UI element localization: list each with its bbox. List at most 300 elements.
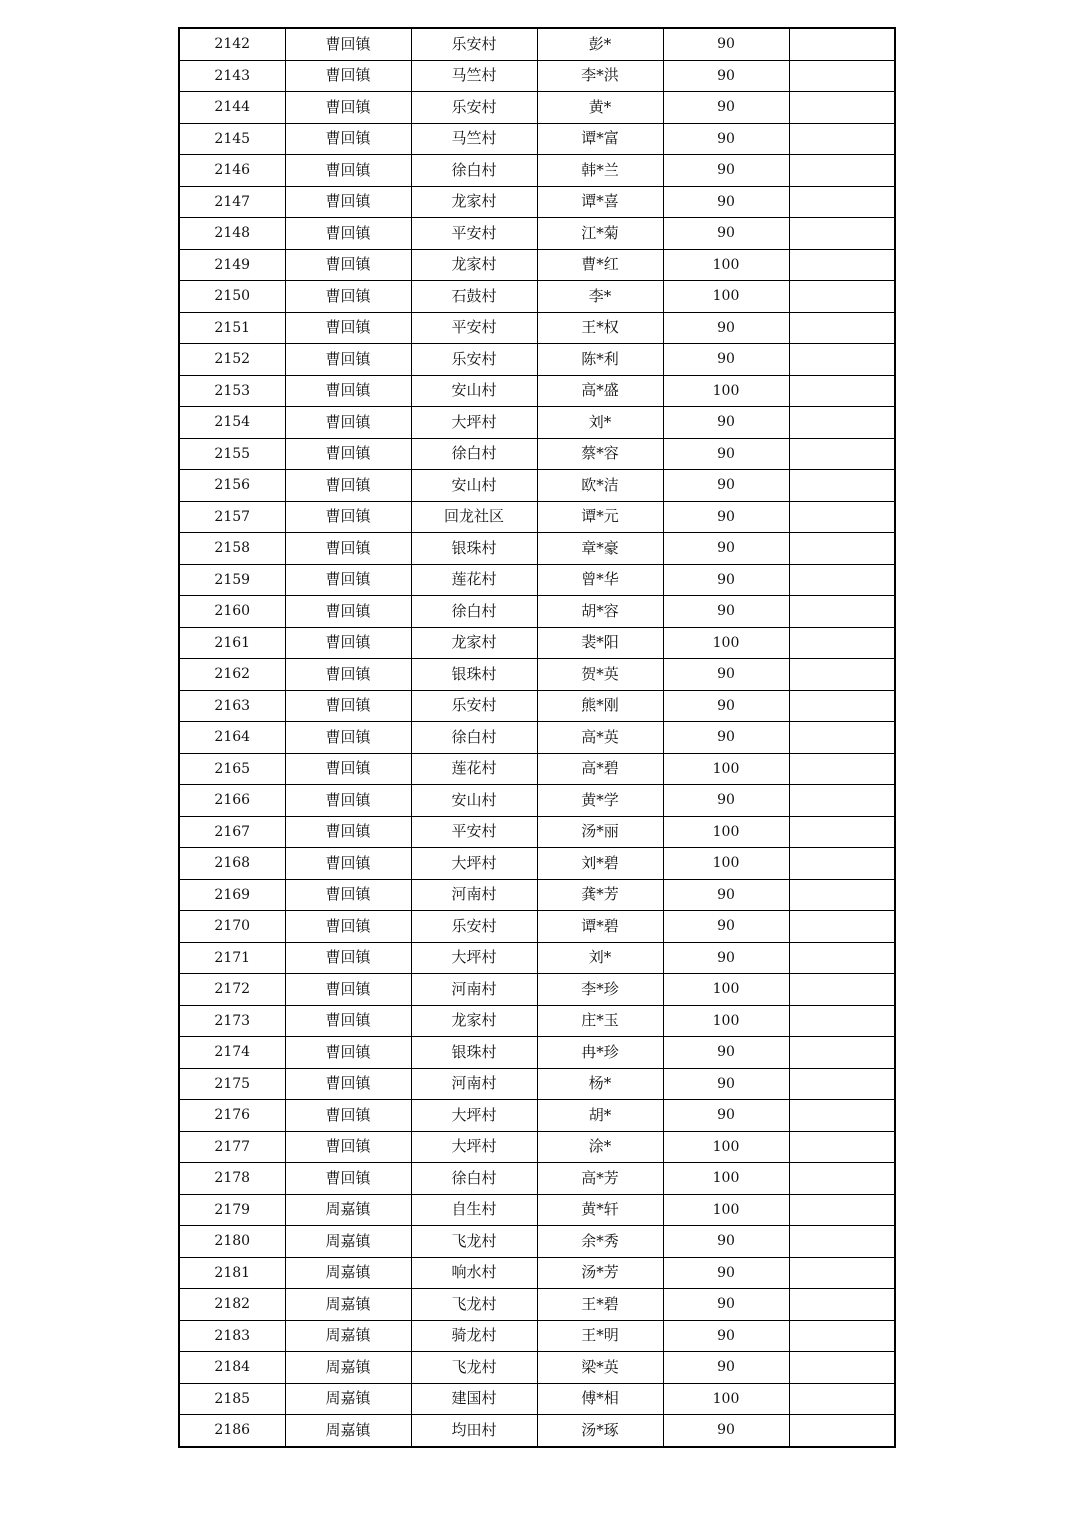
village-cell: 银珠村 <box>411 659 537 691</box>
town-cell: 曹回镇 <box>285 501 411 533</box>
person-name-cell: 曾*华 <box>537 564 663 596</box>
town-cell: 曹回镇 <box>285 1037 411 1069</box>
town-cell: 曹回镇 <box>285 155 411 187</box>
note-cell <box>789 281 895 313</box>
note-cell <box>789 533 895 565</box>
row-number-cell: 2165 <box>179 753 285 785</box>
town-cell: 曹回镇 <box>285 186 411 218</box>
note-cell <box>789 28 895 60</box>
row-number-cell: 2150 <box>179 281 285 313</box>
table-row <box>179 1415 895 1447</box>
person-name-cell: 李*洪 <box>537 60 663 92</box>
table-row <box>179 974 895 1006</box>
amount-cell: 90 <box>663 344 789 376</box>
amount-cell: 90 <box>663 60 789 92</box>
row-number-cell: 2180 <box>179 1226 285 1258</box>
note-cell <box>789 375 895 407</box>
town-cell: 曹回镇 <box>285 942 411 974</box>
amount-cell: 100 <box>663 848 789 880</box>
village-cell: 乐安村 <box>411 28 537 60</box>
row-number-cell: 2143 <box>179 60 285 92</box>
person-name-cell: 谭*碧 <box>537 911 663 943</box>
amount-cell: 90 <box>663 28 789 60</box>
amount-cell: 100 <box>663 816 789 848</box>
village-cell: 马竺村 <box>411 60 537 92</box>
row-number-cell: 2161 <box>179 627 285 659</box>
person-name-cell: 刘* <box>537 942 663 974</box>
row-number-cell: 2157 <box>179 501 285 533</box>
person-name-cell: 江*菊 <box>537 218 663 250</box>
person-name-cell: 彭* <box>537 28 663 60</box>
amount-cell: 90 <box>663 438 789 470</box>
note-cell <box>789 1131 895 1163</box>
table-row <box>179 1005 895 1037</box>
table-row <box>179 1131 895 1163</box>
row-number-cell: 2154 <box>179 407 285 439</box>
person-name-cell: 黄* <box>537 92 663 124</box>
town-cell: 曹回镇 <box>285 911 411 943</box>
amount-cell: 90 <box>663 942 789 974</box>
row-number-cell: 2147 <box>179 186 285 218</box>
table-row <box>179 1383 895 1415</box>
row-number-cell: 2175 <box>179 1068 285 1100</box>
person-name-cell: 谭*喜 <box>537 186 663 218</box>
note-cell <box>789 816 895 848</box>
village-cell: 莲花村 <box>411 753 537 785</box>
village-cell: 龙家村 <box>411 627 537 659</box>
village-cell: 银珠村 <box>411 533 537 565</box>
village-cell: 乐安村 <box>411 690 537 722</box>
person-name-cell: 熊*刚 <box>537 690 663 722</box>
row-number-cell: 2177 <box>179 1131 285 1163</box>
town-cell: 曹回镇 <box>285 92 411 124</box>
amount-cell: 100 <box>663 281 789 313</box>
amount-cell: 90 <box>663 911 789 943</box>
table-row <box>179 1226 895 1258</box>
village-cell: 河南村 <box>411 879 537 911</box>
village-cell: 自生村 <box>411 1194 537 1226</box>
row-number-cell: 2148 <box>179 218 285 250</box>
person-name-cell: 黄*学 <box>537 785 663 817</box>
village-cell: 河南村 <box>411 1068 537 1100</box>
town-cell: 曹回镇 <box>285 659 411 691</box>
note-cell <box>789 974 895 1006</box>
row-number-cell: 2145 <box>179 123 285 155</box>
person-name-cell: 刘*碧 <box>537 848 663 880</box>
person-name-cell: 傅*相 <box>537 1383 663 1415</box>
person-name-cell: 涂* <box>537 1131 663 1163</box>
table-row <box>179 155 895 187</box>
row-number-cell: 2179 <box>179 1194 285 1226</box>
town-cell: 曹回镇 <box>285 1005 411 1037</box>
town-cell: 曹回镇 <box>285 218 411 250</box>
person-name-cell: 黄*轩 <box>537 1194 663 1226</box>
town-cell: 曹回镇 <box>285 1131 411 1163</box>
amount-cell: 90 <box>663 1037 789 1069</box>
note-cell <box>789 879 895 911</box>
note-cell <box>789 942 895 974</box>
table-row <box>179 722 895 754</box>
table-row <box>179 785 895 817</box>
person-name-cell: 欧*洁 <box>537 470 663 502</box>
note-cell <box>789 596 895 628</box>
village-cell: 徐白村 <box>411 438 537 470</box>
amount-cell: 100 <box>663 1005 789 1037</box>
town-cell: 曹回镇 <box>285 722 411 754</box>
note-cell <box>789 438 895 470</box>
row-number-cell: 2146 <box>179 155 285 187</box>
amount-cell: 90 <box>663 722 789 754</box>
row-number-cell: 2184 <box>179 1352 285 1384</box>
amount-cell: 90 <box>663 186 789 218</box>
person-name-cell: 梁*英 <box>537 1352 663 1384</box>
person-name-cell: 李*珍 <box>537 974 663 1006</box>
amount-cell: 100 <box>663 1194 789 1226</box>
table-row <box>179 375 895 407</box>
amount-cell: 90 <box>663 879 789 911</box>
person-name-cell: 杨* <box>537 1068 663 1100</box>
row-number-cell: 2170 <box>179 911 285 943</box>
village-cell: 安山村 <box>411 375 537 407</box>
amount-cell: 90 <box>663 1289 789 1321</box>
note-cell <box>789 690 895 722</box>
table-row <box>179 564 895 596</box>
town-cell: 曹回镇 <box>285 690 411 722</box>
note-cell <box>789 848 895 880</box>
amount-cell: 100 <box>663 1383 789 1415</box>
town-cell: 曹回镇 <box>285 28 411 60</box>
person-name-cell: 高*英 <box>537 722 663 754</box>
village-cell: 徐白村 <box>411 596 537 628</box>
village-cell: 大坪村 <box>411 848 537 880</box>
row-number-cell: 2181 <box>179 1257 285 1289</box>
row-number-cell: 2183 <box>179 1320 285 1352</box>
person-name-cell: 王*碧 <box>537 1289 663 1321</box>
roster-table <box>178 27 896 1448</box>
town-cell: 周嘉镇 <box>285 1226 411 1258</box>
table-row <box>179 344 895 376</box>
table-row <box>179 911 895 943</box>
note-cell <box>789 470 895 502</box>
town-cell: 曹回镇 <box>285 375 411 407</box>
row-number-cell: 2142 <box>179 28 285 60</box>
town-cell: 曹回镇 <box>285 470 411 502</box>
town-cell: 周嘉镇 <box>285 1383 411 1415</box>
note-cell <box>789 785 895 817</box>
row-number-cell: 2166 <box>179 785 285 817</box>
village-cell: 安山村 <box>411 785 537 817</box>
table-row <box>179 501 895 533</box>
town-cell: 曹回镇 <box>285 407 411 439</box>
note-cell <box>789 1320 895 1352</box>
village-cell: 徐白村 <box>411 155 537 187</box>
note-cell <box>789 1100 895 1132</box>
roster-body <box>179 28 895 1447</box>
village-cell: 马竺村 <box>411 123 537 155</box>
village-cell: 大坪村 <box>411 1100 537 1132</box>
row-number-cell: 2163 <box>179 690 285 722</box>
amount-cell: 100 <box>663 375 789 407</box>
note-cell <box>789 1257 895 1289</box>
town-cell: 曹回镇 <box>285 848 411 880</box>
table-row <box>179 60 895 92</box>
note-cell <box>789 218 895 250</box>
amount-cell: 90 <box>663 659 789 691</box>
town-cell: 曹回镇 <box>285 785 411 817</box>
village-cell: 龙家村 <box>411 1005 537 1037</box>
table-row <box>179 249 895 281</box>
town-cell: 曹回镇 <box>285 312 411 344</box>
table-row <box>179 281 895 313</box>
person-name-cell: 汤*琢 <box>537 1415 663 1447</box>
person-name-cell: 贺*英 <box>537 659 663 691</box>
village-cell: 响水村 <box>411 1257 537 1289</box>
row-number-cell: 2171 <box>179 942 285 974</box>
village-cell: 龙家村 <box>411 186 537 218</box>
row-number-cell: 2149 <box>179 249 285 281</box>
row-number-cell: 2159 <box>179 564 285 596</box>
amount-cell: 90 <box>663 123 789 155</box>
person-name-cell: 胡*容 <box>537 596 663 628</box>
town-cell: 曹回镇 <box>285 249 411 281</box>
table-row <box>179 1163 895 1195</box>
person-name-cell: 高*碧 <box>537 753 663 785</box>
note-cell <box>789 1383 895 1415</box>
village-cell: 均田村 <box>411 1415 537 1447</box>
table-row <box>179 186 895 218</box>
town-cell: 周嘉镇 <box>285 1194 411 1226</box>
row-number-cell: 2158 <box>179 533 285 565</box>
amount-cell: 90 <box>663 1257 789 1289</box>
town-cell: 曹回镇 <box>285 627 411 659</box>
village-cell: 大坪村 <box>411 1131 537 1163</box>
row-number-cell: 2144 <box>179 92 285 124</box>
amount-cell: 90 <box>663 1226 789 1258</box>
amount-cell: 90 <box>663 501 789 533</box>
village-cell: 飞龙村 <box>411 1226 537 1258</box>
row-number-cell: 2152 <box>179 344 285 376</box>
person-name-cell: 王*明 <box>537 1320 663 1352</box>
person-name-cell: 高*盛 <box>537 375 663 407</box>
table-row <box>179 533 895 565</box>
person-name-cell: 曹*红 <box>537 249 663 281</box>
table-row <box>179 627 895 659</box>
village-cell: 莲花村 <box>411 564 537 596</box>
person-name-cell: 谭*元 <box>537 501 663 533</box>
town-cell: 曹回镇 <box>285 1163 411 1195</box>
person-name-cell: 蔡*容 <box>537 438 663 470</box>
note-cell <box>789 501 895 533</box>
town-cell: 周嘉镇 <box>285 1352 411 1384</box>
note-cell <box>789 344 895 376</box>
table-row <box>179 28 895 60</box>
table-row <box>179 1194 895 1226</box>
note-cell <box>789 1289 895 1321</box>
town-cell: 曹回镇 <box>285 60 411 92</box>
amount-cell: 90 <box>663 92 789 124</box>
village-cell: 建国村 <box>411 1383 537 1415</box>
village-cell: 安山村 <box>411 470 537 502</box>
amount-cell: 90 <box>663 785 789 817</box>
table-row <box>179 659 895 691</box>
amount-cell: 90 <box>663 407 789 439</box>
village-cell: 河南村 <box>411 974 537 1006</box>
town-cell: 曹回镇 <box>285 123 411 155</box>
amount-cell: 100 <box>663 249 789 281</box>
person-name-cell: 裴*阳 <box>537 627 663 659</box>
amount-cell: 90 <box>663 470 789 502</box>
town-cell: 曹回镇 <box>285 753 411 785</box>
note-cell <box>789 1352 895 1384</box>
row-number-cell: 2172 <box>179 974 285 1006</box>
row-number-cell: 2185 <box>179 1383 285 1415</box>
table-row <box>179 218 895 250</box>
village-cell: 乐安村 <box>411 911 537 943</box>
note-cell <box>789 407 895 439</box>
note-cell <box>789 60 895 92</box>
village-cell: 飞龙村 <box>411 1352 537 1384</box>
village-cell: 飞龙村 <box>411 1289 537 1321</box>
row-number-cell: 2182 <box>179 1289 285 1321</box>
person-name-cell: 韩*兰 <box>537 155 663 187</box>
table-row <box>179 753 895 785</box>
town-cell: 曹回镇 <box>285 596 411 628</box>
note-cell <box>789 155 895 187</box>
person-name-cell: 余*秀 <box>537 1226 663 1258</box>
note-cell <box>789 1415 895 1447</box>
village-cell: 平安村 <box>411 218 537 250</box>
amount-cell: 90 <box>663 1100 789 1132</box>
amount-cell: 100 <box>663 1131 789 1163</box>
table-row <box>179 848 895 880</box>
town-cell: 曹回镇 <box>285 438 411 470</box>
person-name-cell: 章*豪 <box>537 533 663 565</box>
town-cell: 曹回镇 <box>285 533 411 565</box>
person-name-cell: 庄*玉 <box>537 1005 663 1037</box>
amount-cell: 90 <box>663 155 789 187</box>
row-number-cell: 2176 <box>179 1100 285 1132</box>
village-cell: 石鼓村 <box>411 281 537 313</box>
note-cell <box>789 186 895 218</box>
person-name-cell: 谭*富 <box>537 123 663 155</box>
amount-cell: 100 <box>663 1163 789 1195</box>
amount-cell: 100 <box>663 753 789 785</box>
town-cell: 周嘉镇 <box>285 1415 411 1447</box>
amount-cell: 90 <box>663 1068 789 1100</box>
note-cell <box>789 312 895 344</box>
note-cell <box>789 92 895 124</box>
person-name-cell: 李* <box>537 281 663 313</box>
note-cell <box>789 753 895 785</box>
table-row <box>179 816 895 848</box>
row-number-cell: 2160 <box>179 596 285 628</box>
town-cell: 曹回镇 <box>285 974 411 1006</box>
town-cell: 曹回镇 <box>285 879 411 911</box>
table-row <box>179 1100 895 1132</box>
row-number-cell: 2174 <box>179 1037 285 1069</box>
table-row <box>179 596 895 628</box>
row-number-cell: 2168 <box>179 848 285 880</box>
village-cell: 乐安村 <box>411 92 537 124</box>
person-name-cell: 刘* <box>537 407 663 439</box>
row-number-cell: 2153 <box>179 375 285 407</box>
row-number-cell: 2169 <box>179 879 285 911</box>
amount-cell: 90 <box>663 533 789 565</box>
amount-cell: 90 <box>663 1415 789 1447</box>
note-cell <box>789 1194 895 1226</box>
town-cell: 周嘉镇 <box>285 1257 411 1289</box>
table-row <box>179 1257 895 1289</box>
note-cell <box>789 659 895 691</box>
note-cell <box>789 1226 895 1258</box>
row-number-cell: 2151 <box>179 312 285 344</box>
amount-cell: 90 <box>663 596 789 628</box>
row-number-cell: 2156 <box>179 470 285 502</box>
table-row <box>179 1068 895 1100</box>
note-cell <box>789 911 895 943</box>
amount-cell: 90 <box>663 1320 789 1352</box>
person-name-cell: 汤*芳 <box>537 1257 663 1289</box>
village-cell: 回龙社区 <box>411 501 537 533</box>
table-row <box>179 1320 895 1352</box>
town-cell: 周嘉镇 <box>285 1289 411 1321</box>
village-cell: 徐白村 <box>411 1163 537 1195</box>
town-cell: 曹回镇 <box>285 816 411 848</box>
row-number-cell: 2162 <box>179 659 285 691</box>
person-name-cell: 陈*利 <box>537 344 663 376</box>
village-cell: 大坪村 <box>411 942 537 974</box>
row-number-cell: 2164 <box>179 722 285 754</box>
amount-cell: 90 <box>663 312 789 344</box>
person-name-cell: 冉*珍 <box>537 1037 663 1069</box>
person-name-cell: 龚*芳 <box>537 879 663 911</box>
town-cell: 曹回镇 <box>285 1100 411 1132</box>
table-row <box>179 1037 895 1069</box>
village-cell: 骑龙村 <box>411 1320 537 1352</box>
row-number-cell: 2186 <box>179 1415 285 1447</box>
person-name-cell: 汤*丽 <box>537 816 663 848</box>
table-row <box>179 1289 895 1321</box>
note-cell <box>789 1005 895 1037</box>
village-cell: 平安村 <box>411 816 537 848</box>
row-number-cell: 2167 <box>179 816 285 848</box>
table-row <box>179 407 895 439</box>
table-row <box>179 92 895 124</box>
table-row <box>179 690 895 722</box>
table-row <box>179 123 895 155</box>
village-cell: 龙家村 <box>411 249 537 281</box>
village-cell: 徐白村 <box>411 722 537 754</box>
table-row <box>179 879 895 911</box>
village-cell: 平安村 <box>411 312 537 344</box>
village-cell: 大坪村 <box>411 407 537 439</box>
note-cell <box>789 123 895 155</box>
amount-cell: 100 <box>663 974 789 1006</box>
row-number-cell: 2155 <box>179 438 285 470</box>
note-cell <box>789 627 895 659</box>
amount-cell: 90 <box>663 1352 789 1384</box>
note-cell <box>789 564 895 596</box>
note-cell <box>789 722 895 754</box>
amount-cell: 100 <box>663 627 789 659</box>
table-row <box>179 312 895 344</box>
table-row <box>179 438 895 470</box>
note-cell <box>789 1163 895 1195</box>
amount-cell: 90 <box>663 564 789 596</box>
person-name-cell: 胡* <box>537 1100 663 1132</box>
note-cell <box>789 1037 895 1069</box>
note-cell <box>789 1068 895 1100</box>
